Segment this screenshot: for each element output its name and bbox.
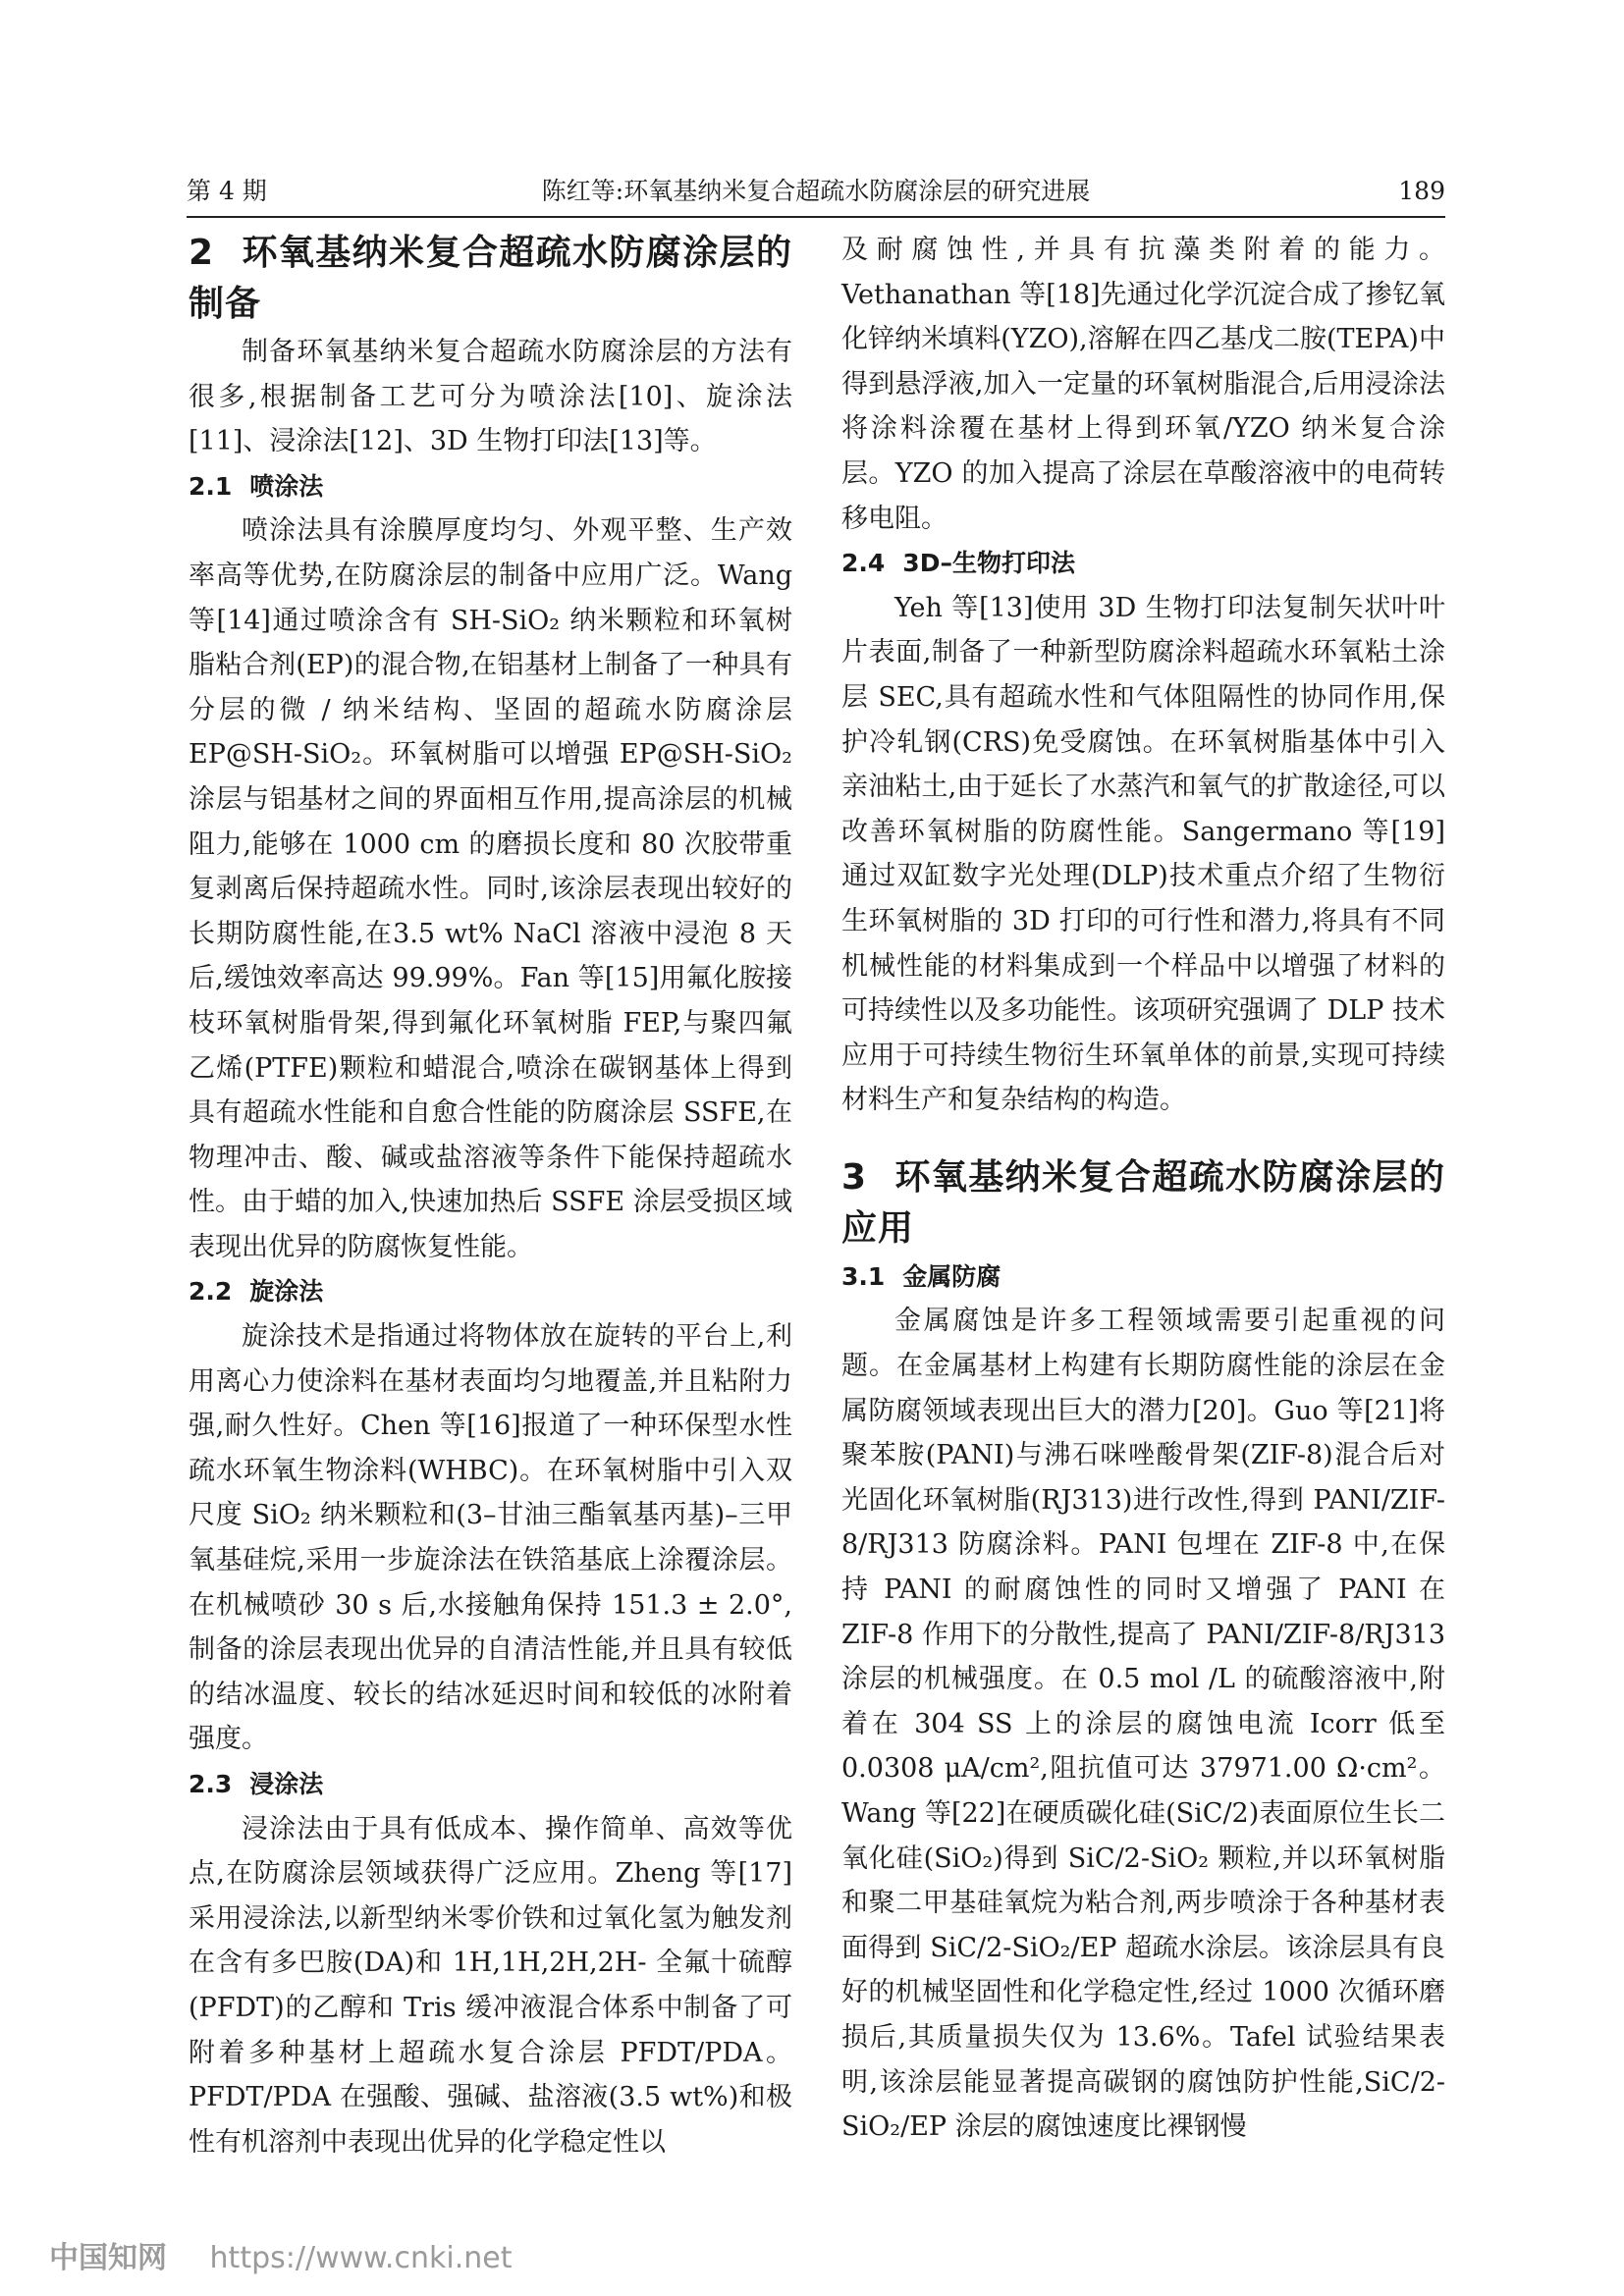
section-number: 3 — [841, 1156, 868, 1198]
right-column — [841, 228, 1445, 2150]
cnki-url: https://www.cnki.net — [209, 2241, 513, 2275]
paragraph-dip-coating-continued: 及耐腐蚀性,并具有抗藻类附着的能力。Vethanathan 等[18]先通过化学沉淀合成了掺钇氧化锌纳米填料(YZO),溶解在四乙基戊二胺(TEPA)中得到悬浮液,加入一定量的环氧树脂混合,后用浸涂法将涂料涂覆在基材上得到环氧/YZO 纳米复合涂层。YZO 的加入提高了涂层在草酸溶液中的电荷转移电阻。 — [841, 235, 1445, 534]
subsection-number: 2.1 — [189, 471, 233, 501]
running-header — [187, 173, 1445, 218]
running-title: 陈红等:环氧基纳米复合超疏水防腐涂层的研究进展 — [541, 177, 1091, 205]
left-column — [189, 228, 792, 2164]
subsection-2-2-heading — [189, 1269, 792, 1314]
watermark-footer — [49, 2233, 513, 2275]
subsection-2-3-heading — [189, 1762, 792, 1807]
page-number: 189 — [1398, 177, 1445, 205]
paragraph-spray-coating: 喷涂法具有涂膜厚度均匀、外观平整、生产效率高等优势,在防腐涂层的制备中应用广泛。Wang 等[14]通过喷涂含有 SH-SiO₂ 纳米颗粒和环氧树脂粘合剂(EP)的混合物,在铝基材上制备了一种具有分层的微 / 纳米结构、坚固的超疏水防腐涂层 EP@SH-SiO₂。环氧树脂可以增强 EP@SH-SiO₂ 涂层与铝基材之间的界面相互作用,提高涂层的机械阻力,能够在 1000 cm 的磨损长度和 80 次胶带重复剥离后保持超疏水性。同时,该涂层表现出较好的长期防腐性能,在3.5 wt% NaCl 溶液中浸泡 8 天后,缓蚀效率高达 99.99%。Fan 等[15]用氟化胺接枝环氧树脂骨架,得到氟化环氧树脂 FEP,与聚四氟乙烯(PTFE)颗粒和蜡混合,喷涂在碳钢基体上得到具有超疏水性能和自愈合性能的防腐涂层 SSFE,在物理冲击、酸、碱或盐溶液等条件下能保持超疏水性。由于蜡的加入,快速加热后 SSFE 涂层受损区域表现出优异的防腐恢复性能。 — [189, 515, 792, 1262]
subsection-number: 2.3 — [189, 1770, 233, 1798]
section-2-intro: 制备环氧基纳米复合超疏水防腐涂层的方法有很多,根据制备工艺可分为喷涂法[10]、旋涂法[11]、浸涂法[12]、3D 生物打印法[13]等。 — [189, 337, 792, 457]
subsection-number: 2.4 — [841, 549, 886, 578]
subsection-title: 浸涂法 — [249, 1770, 324, 1798]
paragraph-spin-coating: 旋涂技术是指通过将物体放在旋转的平台上,利用离心力使涂料在基材表面均匀地覆盖,并且粘附力强,耐久性好。Chen 等[16]报道了一种环保型水性疏水环氧生物涂料(WHBC)。在环氧树脂中引入双尺度 SiO₂ 纳米颗粒和(3–甘油三酯氧基丙基)–三甲氧基硅烷,采用一步旋涂法在铁箔基底上涂覆涂层。在机械喷砂 30 s 后,水接触角保持 151.3 ± 2.0°,制备的涂层表现出优异的自清洁性能,并且具有较低的结冰温度、较长的结冰延迟时间和较低的冰附着强度。 — [189, 1321, 792, 1755]
issue-label: 第 4 期 — [187, 177, 267, 205]
section-number: 2 — [189, 233, 215, 273]
section-3-heading — [841, 1152, 1445, 1255]
section-title: 环氧基纳米复合超疏水防腐涂层的制备 — [189, 233, 792, 324]
subsection-title: 金属防腐 — [902, 1261, 1001, 1291]
section-title: 环氧基纳米复合超疏水防腐涂层的应用 — [841, 1156, 1445, 1249]
subsection-title: 3D–生物打印法 — [902, 549, 1075, 578]
cnki-brand: 中国知网 — [49, 2241, 167, 2275]
paragraph-dip-coating: 浸涂法由于具有低成本、操作简单、高效等优点,在防腐涂层领域获得广泛应用。Zheng 等[17]采用浸涂法,以新型纳米零价铁和过氧化氢为触发剂在含有多巴胺(DA)和 1H,1H,2H,2H- 全氟十硫醇(PFDT)的乙醇和 Tris 缓冲液混合体系中制备了可附着多种基材上超疏水复合涂层 PFDT/PDA。PFDT/PDA 在强酸、强碱、盐溶液(3.5 wt%)和极性有机溶剂中表现出优异的化学稳定性以 — [189, 1813, 792, 2158]
paragraph-metal-corrosion: 金属腐蚀是许多工程领域需要引起重视的问题。在金属基材上构建有长期防腐性能的涂层在金属防腐领域表现出巨大的潜力[20]。Guo 等[21]将聚苯胺(PANI)与沸石咪唑酸骨架(ZIF-8)混合后对光固化环氧树脂(RJ313)进行改性,得到 PANI/ZIF-8/RJ313 防腐涂料。PANI 包埋在 ZIF-8 中,在保持 PANI 的耐腐蚀性的同时又增强了 PANI 在 ZIF-8 作用下的分散性,提高了 PANI/ZIF-8/RJ313 涂层的机械强度。在 0.5 mol /L 的硫酸溶液中,附着在 304 SS 上的涂层的腐蚀电流 Icorr 低至 0.0308 μA/cm²,阻抗值可达 37971.00 Ω·cm²。Wang 等[22]在硬质碳化硅(SiC/2)表面原位生长二氧化硅(SiO₂)得到 SiC/2-SiO₂ 颗粒,并以环氧树脂和聚二甲基硅氧烷为粘合剂,两步喷涂于各种基材表面得到 SiC/2-SiO₂/EP 超疏水涂层。该涂层具有良好的机械坚固性和化学稳定性,经过 1000 次循环磨损后,其质量损失仅为 13.6%。Tafel 试验结果表明,该涂层能显著提高碳钢的腐蚀防护性能,SiC/2-SiO₂/EP 涂层的腐蚀速度比裸钢慢 — [841, 1306, 1445, 2143]
section-2-heading — [189, 228, 792, 330]
subsection-2-1-heading — [189, 464, 792, 509]
subsection-number: 2.2 — [189, 1277, 233, 1307]
paragraph-3d-bioprinting: Yeh 等[13]使用 3D 生物打印法复制矢状叶叶片表面,制备了一种新型防腐涂料超疏水环氧粘土涂层 SEC,具有超疏水性和气体阻隔性的协同作用,保护冷轧钢(CRS)免受腐蚀。在环氧树脂基体中引入亲油粘土,由于延长了水蒸汽和氧气的扩散途径,可以改善环氧树脂的防腐性能。Sangermano 等[19]通过双缸数字光处理(DLP)技术重点介绍了生物衍生环氧树脂的 3D 打印的可行性和潜力,将具有不同机械性能的材料集成到一个样品中以增强了材料的可持续性以及多功能性。该项研究强调了 DLP 技术应用于可持续生物衍生环氧单体的前景,实现可持续材料生产和复杂结构的构造。 — [841, 592, 1445, 1116]
subsection-3-1-heading — [841, 1255, 1445, 1300]
subsection-number: 3.1 — [841, 1261, 886, 1291]
subsection-title: 喷涂法 — [249, 471, 324, 501]
subsection-2-4-heading — [841, 541, 1445, 586]
subsection-title: 旋涂法 — [249, 1277, 324, 1307]
